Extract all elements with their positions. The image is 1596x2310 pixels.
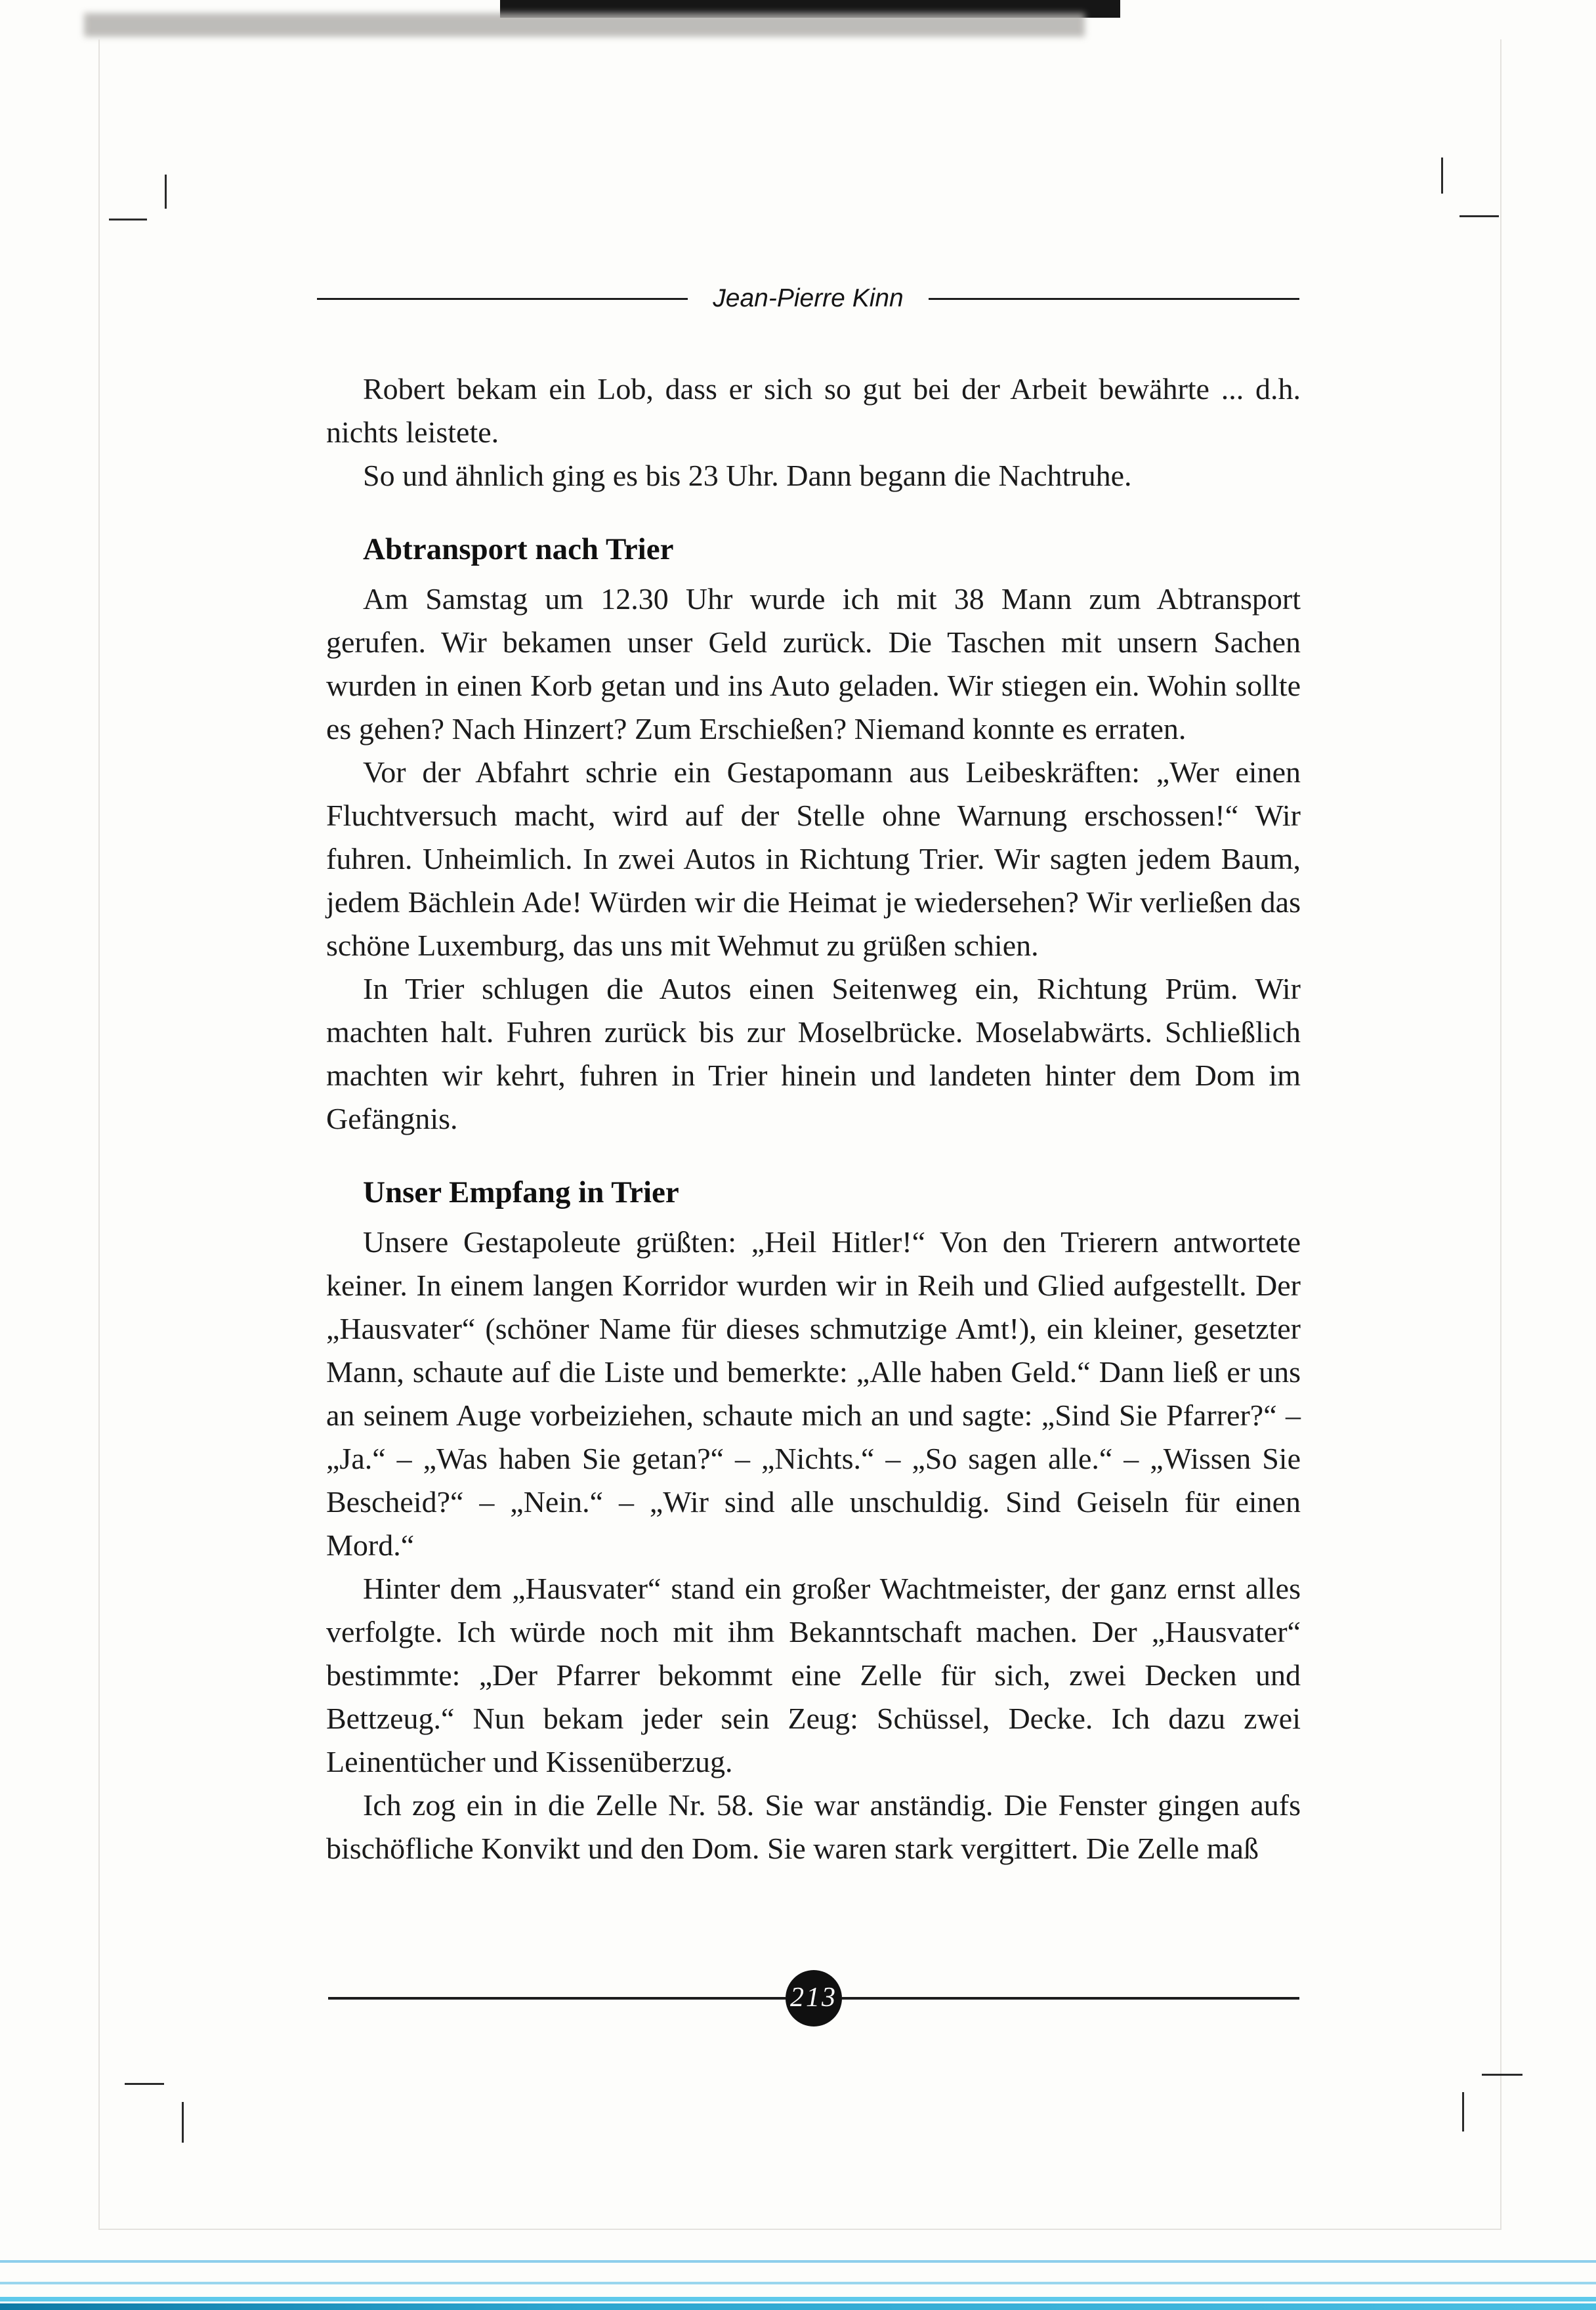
- crop-mark-top-right-horizontal: [1460, 215, 1499, 217]
- crop-mark-top-left-horizontal: [109, 219, 147, 220]
- page-number-badge: [786, 1970, 842, 2026]
- page-footer: [328, 1969, 1299, 2028]
- scan-artifact-blue-line-2: [0, 2282, 1596, 2284]
- scan-artifact-blue-band-light: [0, 2297, 1596, 2301]
- paragraph-nachtruhe: So und ähnlich ging es bis 23 Uhr. Dann begann die Nachtruhe.: [363, 459, 1132, 492]
- author-name: Jean-Pierre Kinn: [713, 284, 904, 312]
- paragraph-wachtmeister: Hinter dem „Hausvater“ stand ein großer Wachtmeister, der ganz ernst alles verfolgte. Ich würde noch mit ihm Bekanntschaft machen. Der „Hausvater“ bestimmte: „Der Pfarrer bekommt eine Zelle für sich, zwei Decken und Bettzeug.“ Nun bekam jeder sein Zeug: Schüssel, Decke. Ich dazu zwei Leinentücher und Kissenüberzug.: [326, 1572, 1301, 1778]
- crop-mark-bottom-left-vertical: [182, 2102, 184, 2143]
- paragraph-robert-lob: Robert bekam ein Lob, dass er sich so gut bei der Arbeit bewährte ... d.h. nichts leistete.: [326, 372, 1301, 449]
- page-scan-edge-right: [1500, 39, 1502, 2230]
- scan-artifact-top-shadow: [84, 13, 1085, 37]
- scan-artifact-blue-line-1: [0, 2260, 1596, 2263]
- running-header: [317, 284, 1299, 314]
- header-rule-left: [317, 298, 688, 300]
- paragraph-trier-seitenweg: In Trier schlugen die Autos einen Seitenweg ein, Richtung Prüm. Wir machten halt. Fuhren zurück bis zur Moselbrücke. Moselabwärts. Schließlich machten wir kehrt, fuhren in Trier hinein und landeten hinter dem Dom im Gefängnis.: [326, 972, 1301, 1135]
- crop-mark-top-right-vertical: [1441, 158, 1443, 194]
- paragraph-zelle-58: Ich zog ein in die Zelle Nr. 58. Sie war anständig. Die Fenster gingen aufs bischöfliche Konvikt und den Dom. Sie waren stark vergittert. Die Zelle maß: [326, 1788, 1301, 1865]
- crop-mark-bottom-right-horizontal: [1482, 2074, 1522, 2076]
- paragraph-abfahrt-gestapomann: Vor der Abfahrt schrie ein Gestapomann aus Leibeskräften: „Wer einen Fluchtversuch macht, wird auf der Stelle ohne Warnung erschossen!“ Wir fuhren. Unheimlich. In zwei Autos in Richtung Trier. Wir sagten jedem Baum, jedem Bächlein Ade! Würden wir die Heimat je wiedersehen? Wir verließen das schöne Luxemburg, das uns mit Wehmut zu grüßen schien.: [326, 755, 1301, 962]
- paragraph-samstag-abtransport: Am Samstag um 12.30 Uhr wurde ich mit 38 Mann zum Abtransport gerufen. Wir bekamen unser Geld zurück. Die Taschen mit unsern Sachen wurden in einen Korb getan und ins Auto geladen. Wir stiegen ein. Wohin sollte es gehen? Nach Hinzert? Zum Erschießen? Niemand konnte es erraten.: [326, 582, 1301, 746]
- section-heading-abtransport: Abtransport nach Trier: [363, 532, 674, 566]
- scan-artifact-blue-band-dark: [0, 2303, 1596, 2310]
- footer-rule-right: [842, 1997, 1299, 2000]
- crop-mark-bottom-right-vertical: [1462, 2092, 1464, 2132]
- page-scan-edge-left: [98, 39, 100, 2230]
- body-text-column: [326, 368, 1301, 1870]
- crop-mark-top-left-vertical: [165, 175, 167, 209]
- header-rule-right: [929, 298, 1299, 300]
- page-number: 213: [790, 1983, 837, 2013]
- page-scan-edge-bottom: [98, 2229, 1502, 2230]
- footer-rule-left: [328, 1997, 786, 2000]
- section-heading-empfang: Unser Empfang in Trier: [363, 1175, 679, 1209]
- crop-mark-bottom-left-horizontal: [125, 2083, 164, 2085]
- paragraph-gestapoleute-gruss: Unsere Gestapoleute grüßten: „Heil Hitler!“ Von den Trierern antwortete keiner. In einem langen Korridor wurden wir in Reih und Glied aufgestellt. Der „Hausvater“ (schöner Name für dieses schmutzige Amt!), ein kleiner, gesetzter Mann, schaute auf die Liste und bemerkte: „Alle haben Geld.“ Dann ließ er uns an seinem Auge vorbeiziehen, schaute mich an und sagte: „Sind Sie Pfarrer?“ – „Ja.“ – „Was haben Sie getan?“ – „Nichts.“ – „So sagen alle.“ – „Wissen Sie Bescheid?“ – „Nein.“ – „Wir sind alle unschuldig. Sind Geiseln für einen Mord.“: [326, 1225, 1301, 1562]
